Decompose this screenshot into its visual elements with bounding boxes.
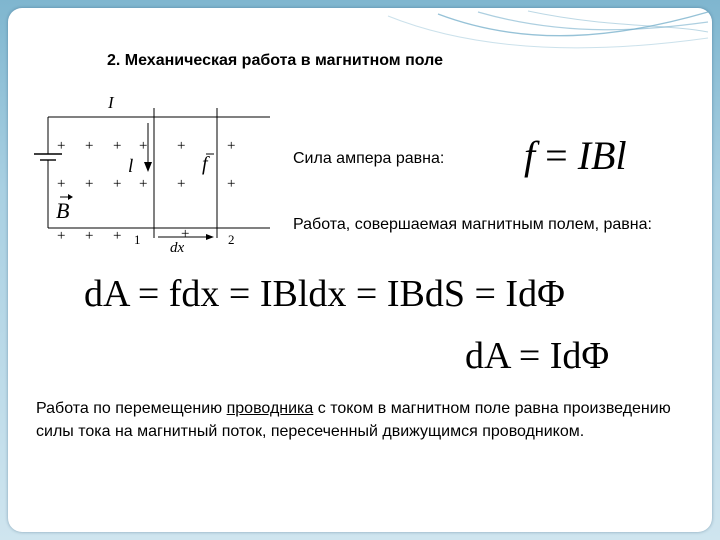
slide-title: 2. Механическая работа в магнитном поле: [107, 52, 443, 69]
displacement-arrow-head: [206, 234, 214, 240]
plus-sign: +: [57, 138, 66, 154]
conclusion-part-2: с током в магнитном поле равна произведению силы тока на магнитный поток, пересеченный движущимся проводником.: [36, 400, 671, 440]
plus-sign: +: [57, 176, 66, 192]
plus-sign: +: [139, 138, 148, 154]
conductor-link[interactable]: проводника: [226, 400, 314, 417]
plus-sign: +: [57, 228, 66, 244]
displacement-label: dx: [170, 240, 185, 256]
work-formula: dA = fdx = IBldx = IBdS = IdΦ: [84, 273, 565, 315]
plus-sign: +: [181, 226, 190, 242]
work-label: Работа, совершаемая магнитным полем, равна:: [293, 216, 652, 233]
equals-sign: =: [545, 133, 568, 178]
force-symbol: f: [524, 133, 536, 178]
circuit-diagram: [30, 88, 280, 260]
position-1-label: 1: [134, 232, 141, 247]
conclusion-text: [36, 397, 696, 443]
ampere-force-formula: [524, 132, 627, 179]
field-label: B: [56, 198, 70, 223]
plus-sign: +: [85, 176, 94, 192]
ampere-force-label: Сила ампера равна:: [293, 150, 445, 167]
plus-sign: +: [177, 138, 186, 154]
plus-sign: +: [227, 176, 236, 192]
plus-sign: +: [113, 138, 122, 154]
slide-card: [8, 8, 712, 532]
force-rhs: IBl: [577, 133, 627, 178]
plus-sign: +: [139, 176, 148, 192]
plus-sign: +: [113, 228, 122, 244]
plus-sign: +: [85, 138, 94, 154]
force-label: f: [202, 153, 208, 175]
plus-sign: +: [85, 228, 94, 244]
current-label: I: [108, 93, 114, 112]
length-label: l: [128, 156, 134, 177]
plus-sign: +: [113, 176, 122, 192]
length-arrow-head: [144, 162, 152, 172]
work-final-formula: dA = IdΦ: [465, 335, 610, 377]
conclusion-part-1: Работа по перемещению: [36, 400, 227, 417]
plus-sign: +: [227, 138, 236, 154]
plus-sign: +: [177, 176, 186, 192]
position-2-label: 2: [228, 232, 235, 247]
